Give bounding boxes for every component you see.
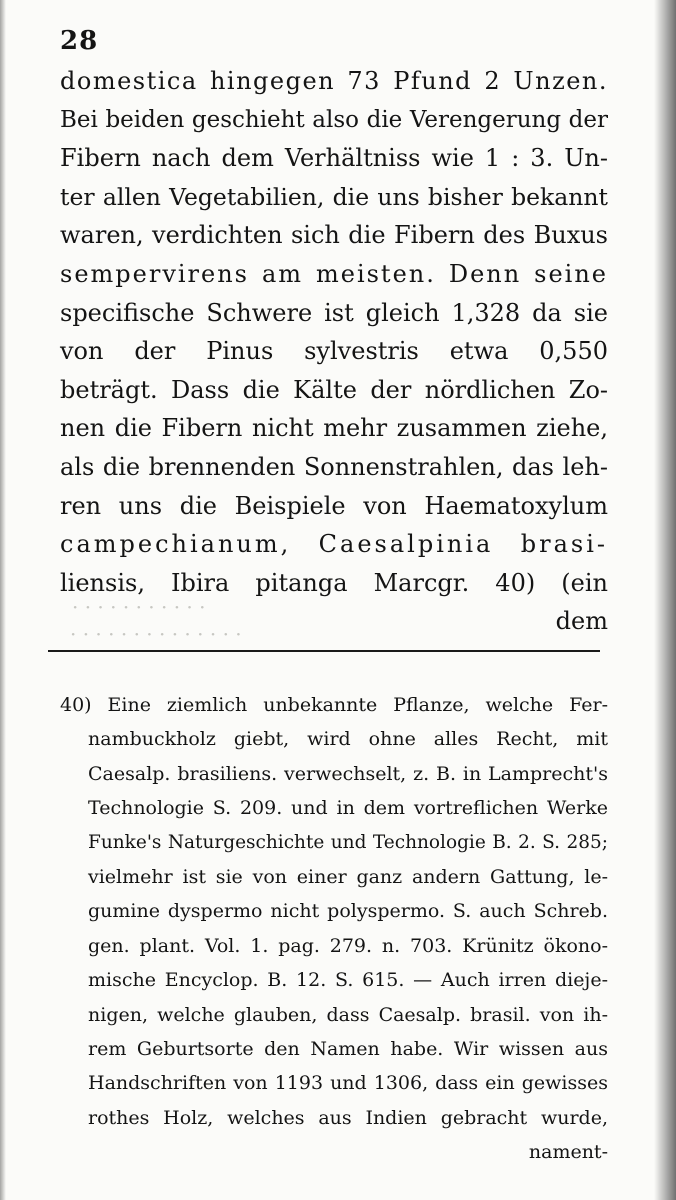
text-line: von der Pinus sylvestris etwa 0,550: [60, 337, 608, 366]
footnote-line: Handschriften von 1193 und 1306, dass ein gewisses: [88, 1072, 608, 1095]
bleed-through-text: · · · · · · · · · · ·: [72, 595, 206, 619]
footnote-line: gen. plant. Vol. 1. pag. 279. n. 703. Krünitz ökono-: [88, 934, 608, 957]
footnote-rule: [48, 650, 600, 652]
text-line: beträgt. Dass die Kälte der nördlichen Zo-: [60, 375, 608, 404]
footnote-line: rem Geburtsorte den Namen habe. Wir wissen aus: [88, 1037, 608, 1060]
text-line: ren uns die Beispiele von Haematoxylum: [60, 491, 608, 520]
text-line: liensis, Ibira pitanga Marcgr. 40) (ein: [60, 568, 608, 597]
footnote-line: Caesalp. brasiliens. verwechselt, z. B. in Lamprecht's: [88, 762, 608, 785]
catchword: dem: [555, 607, 608, 636]
text-line: campechianum, Caesalpinia brasi-: [60, 530, 608, 559]
footnote-line: gumine dyspermo nicht polyspermo. S. auch Schreb.: [88, 900, 608, 923]
main-text: [60, 62, 608, 641]
bleed-through-text: · · · · · · · · · · · · · ·: [70, 622, 242, 646]
text-line: sempervirens am meisten. Denn seine: [60, 259, 608, 288]
text-line: nen die Fibern nicht mehr zusammen ziehe,: [60, 414, 608, 443]
footnote-line: vielmehr ist sie von einer ganz andern Gattung, le-: [88, 865, 608, 888]
footnote: [60, 688, 608, 1169]
page-edge-shadow: [654, 0, 676, 1200]
text-line: waren, verdichten sich die Fibern des Buxus: [60, 221, 608, 250]
text-line: ter allen Vegetabilien, die uns bisher bekannt: [60, 182, 608, 211]
footnote-line: nigen, welche glauben, dass Caesalp. brasil. von ih-: [88, 1003, 608, 1026]
footnote-line: Funke's Naturgeschichte und Technologie B. 2. S. 285;: [88, 831, 608, 853]
page-gutter-shadow: [0, 0, 6, 1200]
text-line: domestica hingegen 73 Pfund 2 Unzen.: [60, 67, 608, 95]
catchword: nament-: [528, 1141, 608, 1164]
text-line: als die brennenden Sonnenstrahlen, das leh-: [60, 452, 608, 481]
footnote-line: rothes Holz, welches aus Indien gebracht wurde,: [88, 1106, 608, 1129]
footnote-line: 40) Eine ziemlich unbekannte Pflanze, welche Fer-: [60, 694, 608, 716]
text-line: Bei beiden geschieht also die Verengerung der: [60, 106, 608, 133]
footnote-line: Technologie S. 209. und in dem vortreflichen Werke: [88, 797, 608, 820]
footnote-line: nambuckholz giebt, wird ohne alles Recht, mit: [88, 728, 608, 751]
text-line: specifische Schwere ist gleich 1,328 da sie: [60, 298, 608, 327]
text-line: Fibern nach dem Verhältniss wie 1 : 3. Un-: [60, 144, 608, 173]
page-number: 28: [60, 26, 99, 56]
footnote-line: mische Encyclop. B. 12. S. 615. — Auch irren dieje-: [88, 969, 608, 992]
